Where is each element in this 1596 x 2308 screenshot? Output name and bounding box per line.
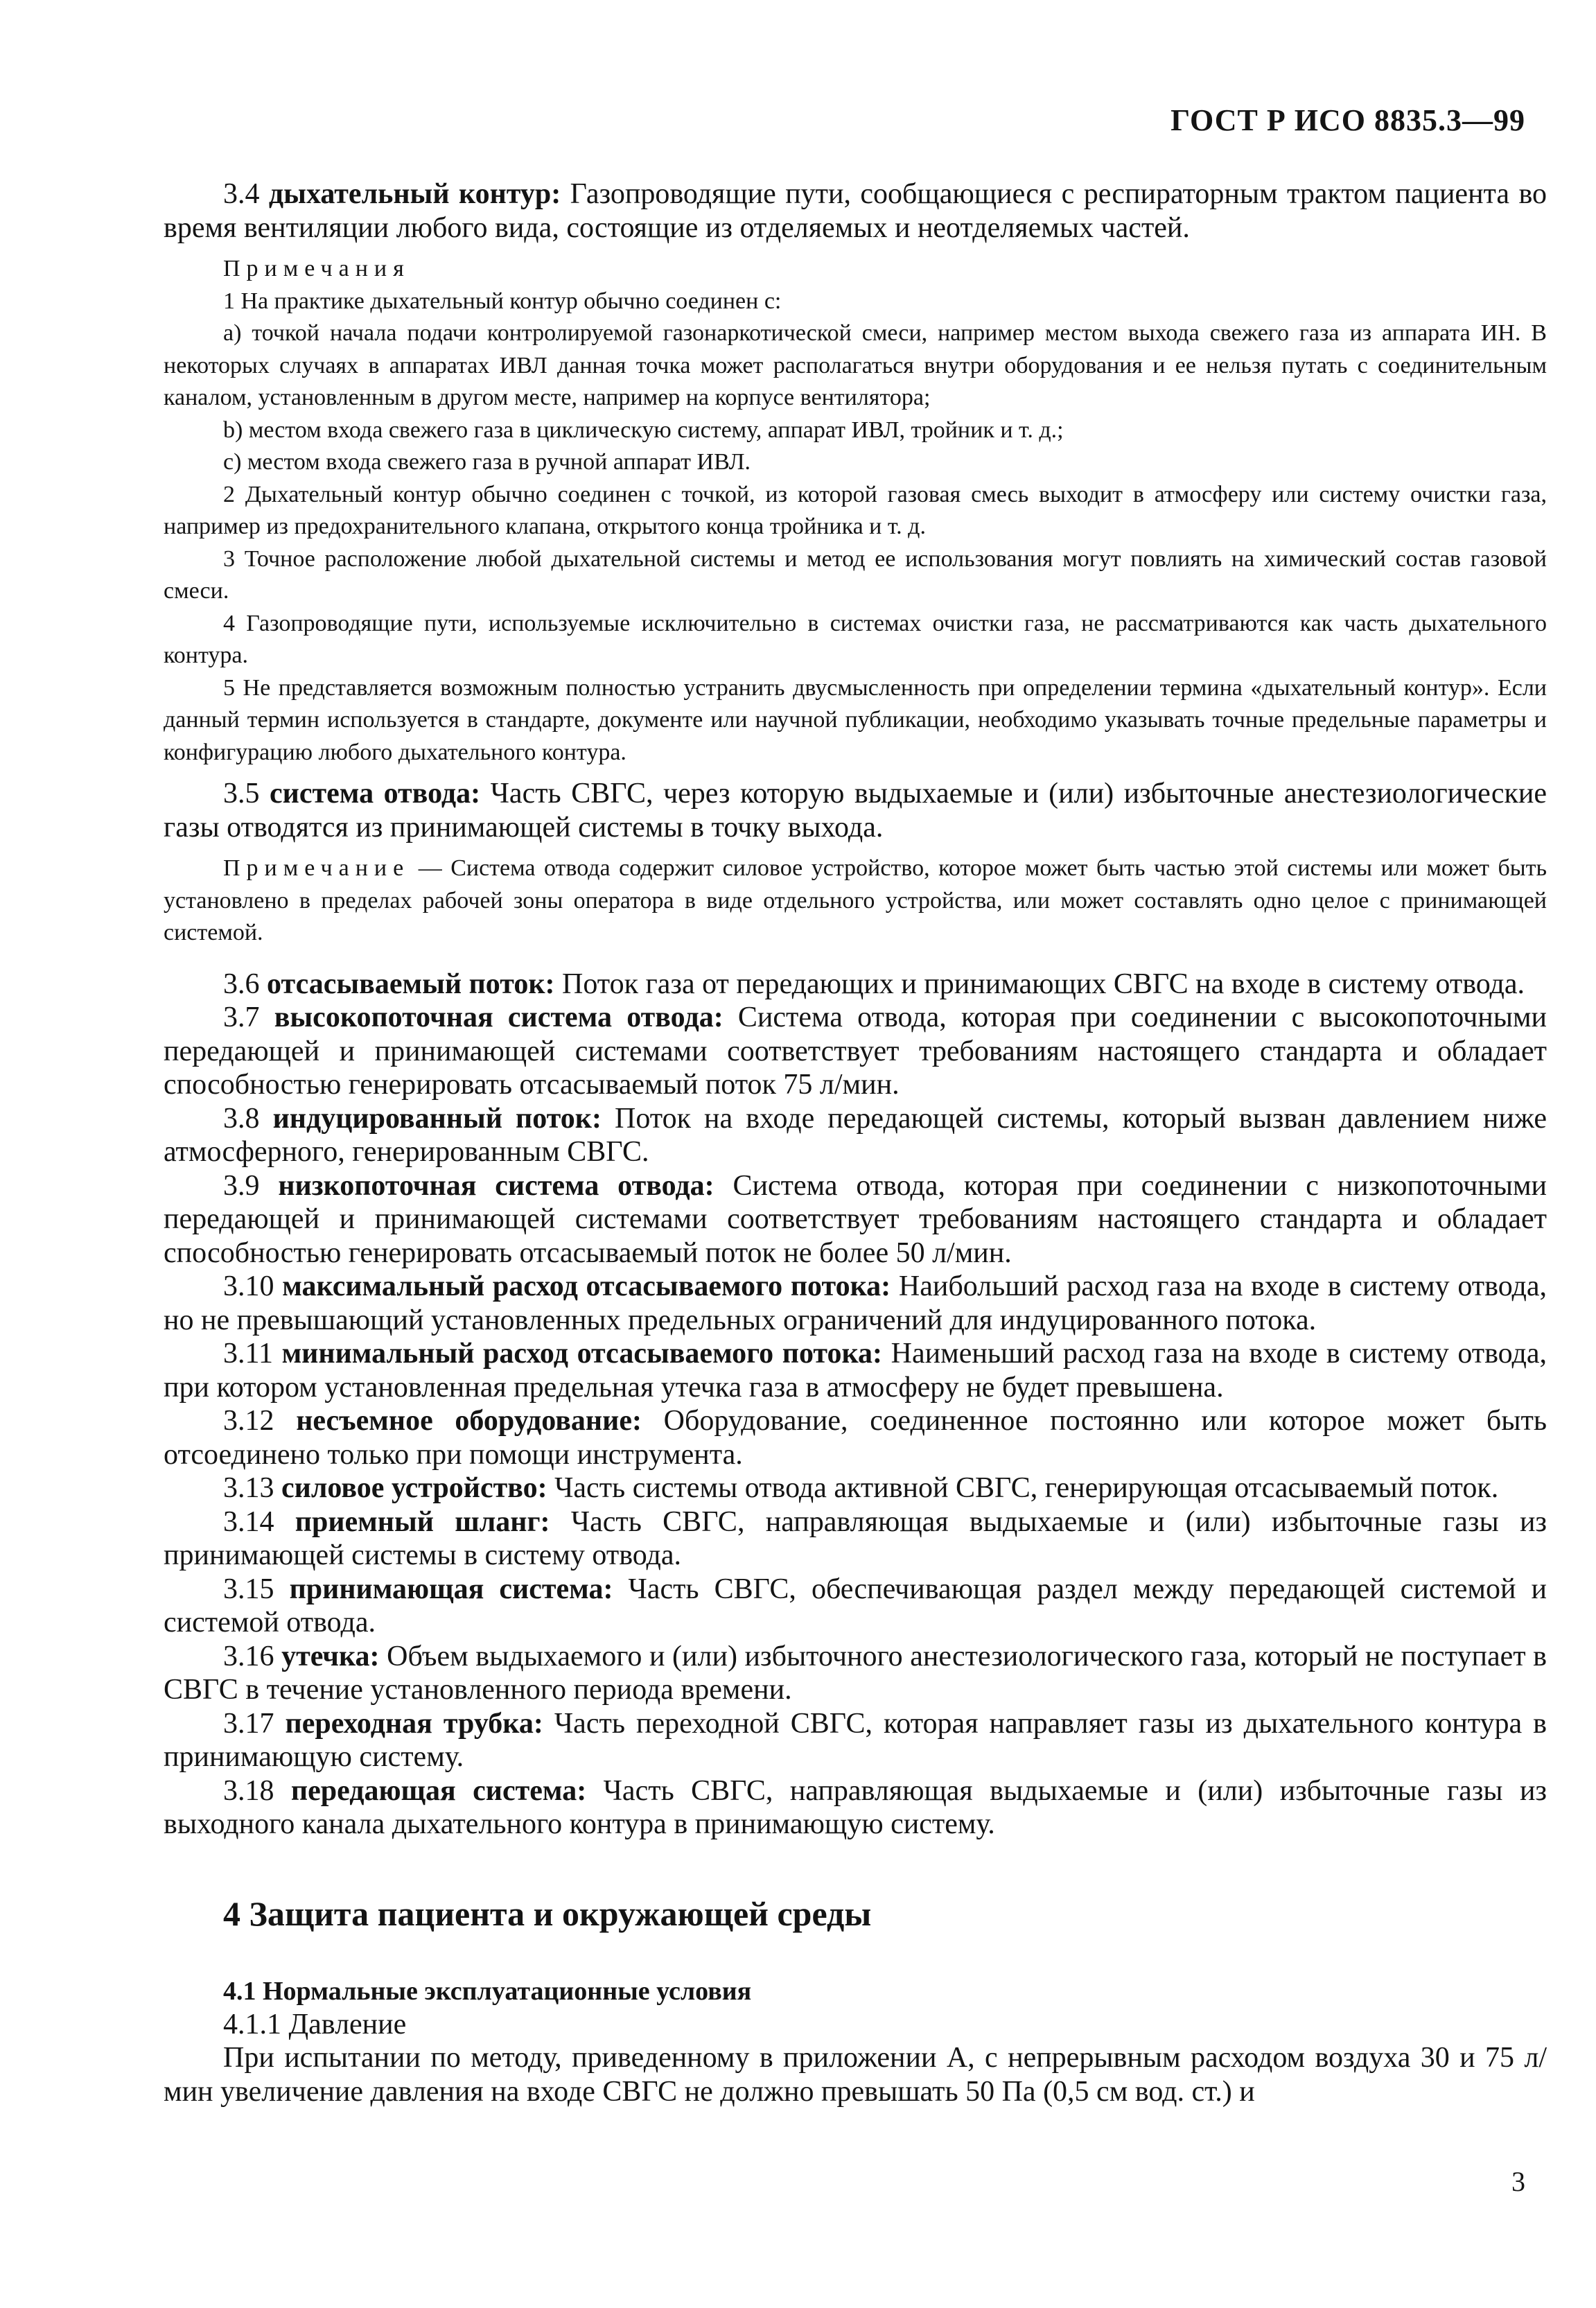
term-definition: Наибольший расход газа на входе в систему отвода, но не превышающий установленных предельных ограничений для индуцированного потока. — [164, 1270, 1547, 1336]
term-number: 3.12 — [223, 1405, 274, 1437]
term-number: 3.11 — [223, 1338, 273, 1370]
term-3-8 — [164, 1102, 1547, 1169]
term-name: приемный шланг: — [295, 1505, 550, 1538]
term-3-13 — [164, 1471, 1547, 1505]
term-definition: Наименьший расход газа на входе в систему отвода, при котором установленная предельная утечка газа в атмосферу не будет превышена. — [164, 1338, 1547, 1404]
term-3-18 — [164, 1774, 1547, 1842]
term-3-15 — [164, 1573, 1547, 1640]
clause-paragraph: При испытании по методу, приведенному в приложении А, с непрерывным расходом воздуха 30 и 75 л/мин увеличение давления на входе СВГС не должно превышать 50 Па (0,5 см вод. ст.) и — [164, 2042, 1547, 2108]
term-3-4 — [164, 177, 1547, 245]
note-2: 2 Дыхательный контур обычно соединен с точкой, из которой газовая смесь выходит в атмосферу или систему очистки газа, например из предохранительного клапана, открытого конца тройника и т. д. — [164, 481, 1547, 539]
term-name: высокопоточная система отвода: — [274, 1002, 724, 1033]
term-number: 3.15 — [223, 1573, 274, 1605]
term-number: 3.14 — [223, 1505, 274, 1538]
term-3-10 — [164, 1270, 1547, 1337]
term-3-14 — [164, 1505, 1547, 1573]
term-name: дыхательный контур: — [268, 178, 561, 210]
notes-label: Примечания — [223, 256, 410, 281]
term-definition: Часть СВГС, направляющая выдыхаемые и (или) избыточные газы из принимающей системы в систему отвода. — [164, 1505, 1547, 1571]
term-3-9 — [164, 1169, 1547, 1270]
note-5: 5 Не представляется возможным полностью устранить двусмысленность при определении термина «дыхательный контур». Если данный термин используется в стандарте, документе или научной публикации, необходимо указывать точные предельные параметры и конфигурацию любого дыхательного контура. — [164, 674, 1547, 765]
term-definition: Часть переходной СВГС, которая направляет газы из дыхательного контура в принимающую систему. — [164, 1707, 1547, 1773]
term-3-5 — [164, 777, 1547, 844]
term-3-17 — [164, 1707, 1547, 1774]
term-name: индуцированный поток: — [272, 1102, 602, 1135]
term-definition: Поток на входе передающей системы, который вызван давлением ниже атмосферного, генерированным СВГС. — [164, 1102, 1547, 1168]
term-number: 3.9 — [223, 1169, 260, 1202]
term-number: 3.17 — [223, 1707, 274, 1740]
term-3-6 — [164, 968, 1547, 1002]
term-3-16 — [164, 1640, 1547, 1707]
term-name: низкопоточная система отвода: — [278, 1169, 714, 1202]
term-definition: Система отвода, которая при соединении с высокопоточными передающей и принимающей системами соответствует требованиям настоящего стандарта и обладает способностью генерировать отсасываемый поток 75 л/мин. — [164, 1002, 1547, 1101]
term-number: 3.8 — [223, 1102, 260, 1135]
term-definition: Часть СВГС, направляющая выдыхаемые и (или) избыточные газы из выходного канала дыхательного контура в принимающую систему. — [164, 1774, 1547, 1840]
term-number: 3.7 — [223, 1002, 260, 1033]
page-content — [164, 177, 1547, 2108]
term-number: 3.13 — [223, 1472, 274, 1504]
term-number: 3.5 — [223, 778, 260, 810]
clause-heading: 4.1.1 Давление — [223, 2008, 407, 2040]
subsection-heading: 4.1 Нормальные эксплуатационные условия — [223, 1976, 752, 2006]
term-name: несъемное оборудование: — [296, 1405, 642, 1437]
term-name: принимающая система: — [289, 1573, 613, 1605]
term-3-7 — [164, 1001, 1547, 1102]
note-label: Примечание — [223, 855, 410, 881]
section-heading: 4 Защита пациента и окружающей среды — [223, 1894, 872, 1933]
note-4: 4 Газопроводящие пути, используемые исключительно в системах очистки газа, не рассматриваются как часть дыхательного контура. — [164, 610, 1547, 668]
term-definition: Часть СВГС, обеспечивающая раздел между передающей системой и системой отвода. — [164, 1573, 1547, 1638]
term-definition: Часть системы отвода активной СВГС, генерирующая отсасываемый поток. — [554, 1472, 1499, 1504]
term-number: 3.16 — [223, 1640, 274, 1672]
note-1c: c) местом входа свежего газа в ручной аппарат ИВЛ. — [223, 449, 751, 475]
term-definition: Газопроводящие пути, сообщающиеся с респираторным трактом пациента во время вентиляции любого вида, состоящие из отделяемых и неотделяемых частей. — [164, 178, 1547, 244]
note-1a: a) точкой начала подачи контролируемой газонаркотической смеси, например местом выхода свежего газа из аппарата ИН. В некоторых случаях в аппаратах ИВЛ данная точка может располагаться внутри оборудования и ее нельзя путать с соединительным каналом, установленным в другом месте, например на корпусе вентилятора; — [164, 320, 1547, 410]
term-name: силовое устройство: — [281, 1472, 547, 1504]
term-3-12 — [164, 1404, 1547, 1471]
term-number: 3.6 — [223, 968, 260, 1000]
note-text: — Система отвода содержит силовое устройство, которое может быть частью этой системы или может быть установлено в пределах рабочей зоны оператора в виде отдельного устройства, или может составлять одно целое с принимающей системой. — [164, 855, 1547, 945]
page-number: 3 — [1511, 2166, 1525, 2197]
term-list — [164, 968, 1547, 1842]
term-definition: Система отвода, которая при соединении с низкопоточными передающей и принимающей системами соответствует требованиям настоящего стандарта и обладает способностью генерировать отсасываемый поток не более 50 л/мин. — [164, 1169, 1547, 1269]
term-name: отсасываемый поток: — [267, 968, 555, 1000]
term-name: утечка: — [281, 1640, 380, 1672]
note-3-5 — [164, 853, 1547, 950]
term-number: 3.4 — [223, 178, 260, 210]
standard-designation: ГОСТ Р ИСО 8835.3—99 — [1170, 103, 1525, 137]
term-name: максимальный расход отсасываемого потока: — [282, 1270, 891, 1302]
term-definition: Поток газа от передающих и принимающих СВГС на входе в систему отвода. — [562, 968, 1525, 1000]
note-1b: b) местом входа свежего газа в циклическую систему, аппарат ИВЛ, тройник и т. д.; — [223, 417, 1064, 443]
term-name: система отвода: — [270, 778, 481, 810]
term-name: минимальный расход отсасываемого потока: — [281, 1338, 883, 1370]
note-3: 3 Точное расположение любой дыхательной системы и метод ее использования могут повлиять на химический состав газовой смеси. — [164, 545, 1547, 604]
term-definition: Оборудование, соединенное постоянно или которое может быть отсоединено только при помощи инструмента. — [164, 1405, 1547, 1471]
term-3-11 — [164, 1337, 1547, 1404]
term-definition: Часть СВГС, через которую выдыхаемые и (или) избыточные анестезиологические газы отводятся из принимающей системы в точку выхода. — [164, 778, 1547, 843]
term-number: 3.18 — [223, 1774, 274, 1807]
term-name: переходная трубка: — [285, 1707, 543, 1740]
term-name: передающая система: — [290, 1774, 587, 1807]
term-definition: Объем выдыхаемого и (или) избыточного анестезиологического газа, который не поступает в СВГС в течение установленного периода времени. — [164, 1640, 1547, 1706]
note-1: 1 На практике дыхательный контур обычно соединен с: — [223, 288, 782, 314]
term-number: 3.10 — [223, 1270, 274, 1302]
